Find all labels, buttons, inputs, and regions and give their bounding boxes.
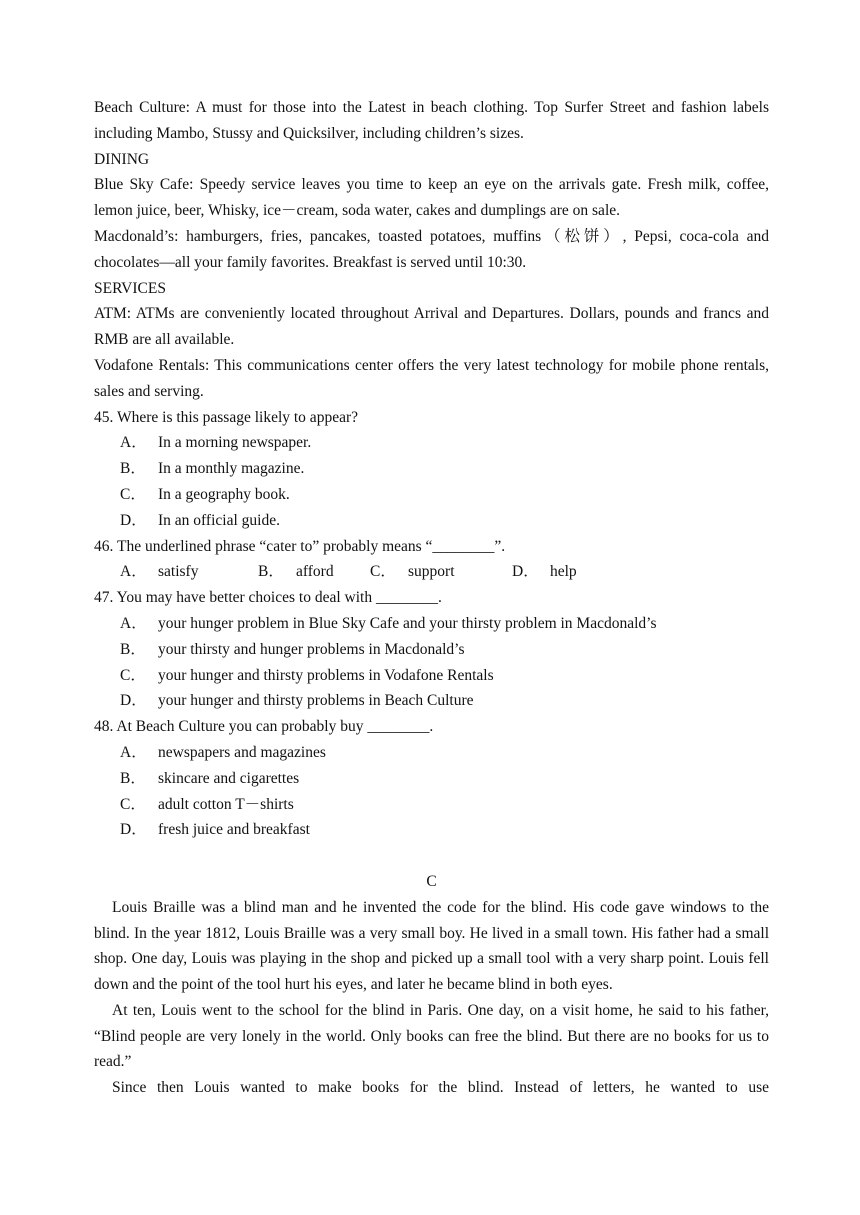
question-46-option-a: [120, 559, 258, 585]
option-text: your hunger and thirsty problems in Beach Culture: [158, 692, 474, 710]
option-text: your hunger and thirsty problems in Vodafone Rentals: [158, 666, 494, 684]
question-48-option-a: [94, 740, 769, 766]
option-letter: C．: [120, 485, 146, 503]
option-letter: B．: [120, 769, 146, 787]
vodafone-entry: Vodafone Rentals: This communications center offers the very latest technology for mobile phone rentals, sales and serving.: [94, 356, 769, 400]
question-45-option-d: [94, 508, 769, 534]
option-letter: C．: [120, 795, 146, 813]
services-heading: SERVICES: [94, 279, 166, 297]
option-text: In a morning newspaper.: [158, 434, 312, 452]
question-47-option-a: [94, 611, 769, 637]
option-letter: A．: [120, 563, 147, 581]
passage-c-paragraph-3: Since then Louis wanted to make books for the blind. Instead of letters, he wanted to use: [112, 1079, 769, 1097]
question-48-option-d: [94, 817, 769, 843]
beach-culture-entry: Beach Culture: A must for those into the Latest in beach clothing. Top Surfer Street and fashion labels including Mambo, Stussy and Quicksilver, including children’s sizes.: [94, 99, 769, 142]
option-text: In a geography book.: [158, 485, 290, 503]
question-46-stem: 46. The underlined phrase “cater to” probably means “________”.: [94, 537, 506, 555]
question-46-option-c: [370, 559, 512, 585]
question-47-option-d: [94, 688, 769, 714]
option-letter: A．: [120, 434, 147, 452]
option-letter: A．: [120, 743, 147, 761]
question-48-stem: 48. At Beach Culture you can probably buy ________.: [94, 718, 434, 736]
option-letter: D．: [120, 511, 147, 529]
option-letter: B．: [120, 460, 146, 478]
section-spacer: [94, 843, 769, 869]
option-letter: A．: [120, 614, 147, 632]
option-letter: B．: [258, 563, 284, 581]
question-48-option-b: [94, 766, 769, 792]
question-47-option-c: [94, 663, 769, 689]
option-letter: D．: [120, 821, 147, 839]
option-text: your hunger problem in Blue Sky Cafe and your thirsty problem in Macdonald’s: [158, 614, 657, 632]
section-c-label: C: [426, 872, 437, 890]
option-text: satisfy: [158, 563, 199, 581]
option-text: support: [408, 563, 455, 581]
option-letter: D．: [512, 563, 539, 581]
atm-entry: ATM: ATMs are conveniently located throughout Arrival and Departures. Dollars, pounds and francs and RMB are all available.: [94, 305, 769, 349]
option-text: skincare and cigarettes: [158, 769, 300, 787]
option-text: help: [550, 563, 577, 581]
passage-c-paragraph-1: Louis Braille was a blind man and he invented the code for the blind. His code gave windows to the blind. In the year 1812, Louis Braille was a very small boy. He lived in a small town. His father had a small shop. One day, Louis was playing in the shop and picked up a small tool with a very sharp point. Louis fell down and the point of the tool hurt his eyes, and later he became blind in both eyes.: [94, 898, 769, 994]
option-letter: D．: [120, 692, 147, 710]
question-45-stem: 45. Where is this passage likely to appear?: [94, 408, 358, 426]
option-text: afford: [296, 563, 334, 581]
question-45-option-b: [94, 456, 769, 482]
question-45-option-a: [94, 430, 769, 456]
option-letter: C．: [370, 563, 396, 581]
passage-c-paragraph-2: At ten, Louis went to the school for the blind in Paris. One day, on a visit home, he said to his father, “Blind people are very lonely in the world. Only books can free the blind. But there are no books for us to read.”: [94, 1001, 769, 1071]
option-text: your thirsty and hunger problems in Macdonald’s: [158, 640, 465, 658]
dining-heading: DINING: [94, 150, 150, 168]
option-text: fresh juice and breakfast: [158, 821, 310, 839]
question-48-option-c: [94, 792, 769, 818]
macdonalds-entry: Macdonald’s: hamburgers, fries, pancakes, toasted potatoes, muffins（松饼）, Pepsi, coca-cola and chocolates—all your family favorites. Breakfast is served until 10:30.: [94, 227, 769, 271]
option-text: In an official guide.: [158, 511, 280, 529]
question-47-stem: 47. You may have better choices to deal with ________.: [94, 589, 442, 607]
option-text: adult cotton T－shirts: [158, 795, 294, 813]
option-text: In a monthly magazine.: [158, 460, 305, 478]
question-46-option-b: [258, 559, 370, 585]
question-47-option-b: [94, 637, 769, 663]
blue-sky-cafe-entry: Blue Sky Cafe: Speedy service leaves you time to keep an eye on the arrivals gate. Fresh milk, coffee, lemon juice, beer, Whisky, ice－cream, soda water, cakes and dumplings are on sale.: [94, 176, 769, 220]
option-text: newspapers and magazines: [158, 743, 326, 761]
question-46-option-d: [512, 559, 577, 585]
option-letter: B．: [120, 640, 146, 658]
question-45-option-c: [94, 482, 769, 508]
question-46-options: [94, 559, 769, 585]
document-body: [94, 95, 769, 1101]
option-letter: C．: [120, 666, 146, 684]
